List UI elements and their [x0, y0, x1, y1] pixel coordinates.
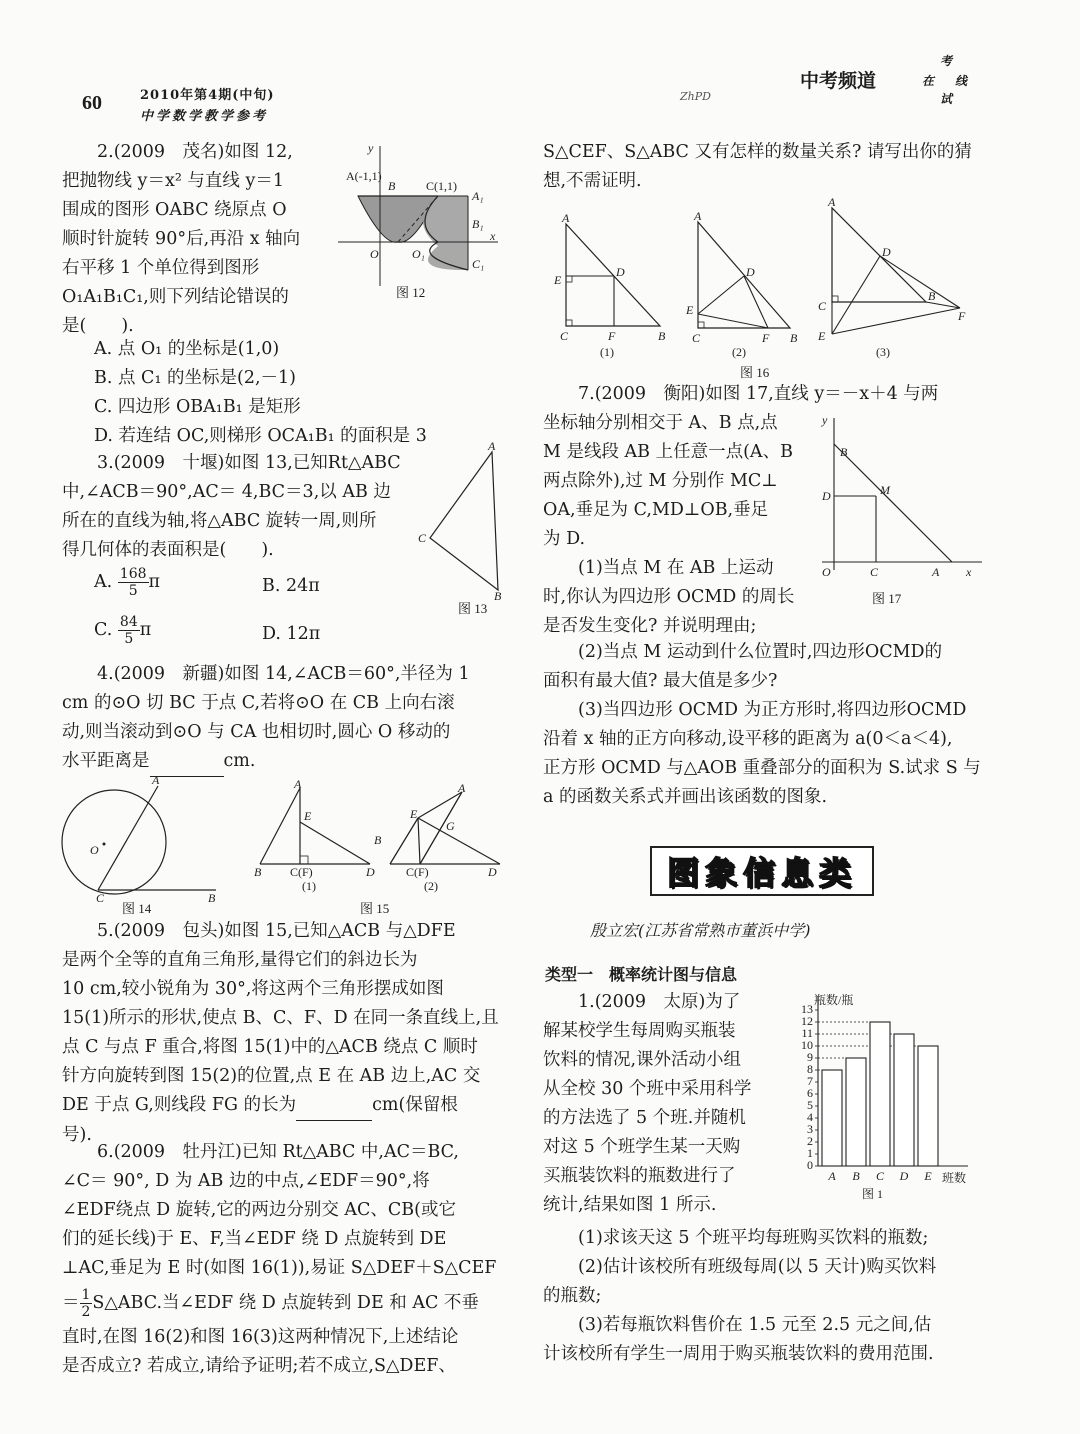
- text-line: 是两个全等的直角三角形,量得它们的斜边长为: [62, 950, 418, 970]
- label-e: E: [686, 303, 694, 317]
- text-line: 3.(2009 十堰)如图 13,已知Rt△ABC: [97, 453, 401, 473]
- text-line: 对这 5 个班学生某一天购: [543, 1137, 741, 1157]
- text-line: 为 D.: [543, 529, 586, 549]
- label-f: F: [608, 329, 616, 343]
- label-e: E: [304, 809, 312, 823]
- text-line: 1.(2009 太原)为了: [578, 992, 741, 1012]
- label-b: B: [494, 589, 502, 600]
- text-line: 5.(2009 包头)如图 15,已知△ACB 与△DFE: [97, 921, 456, 941]
- question-3: [62, 449, 422, 565]
- option-b: B. 24π: [262, 576, 320, 596]
- label-c: C: [692, 331, 701, 345]
- text-line: 针方向旋转到图 15(2)的位置,点 E 在 AB 边上,AC 交: [62, 1066, 481, 1086]
- label-c: C: [418, 531, 427, 545]
- author-line: 殷立宏(江苏省常熟市董浜中学): [590, 921, 811, 940]
- y-tick-label: 4: [807, 1110, 813, 1124]
- label-c: C: [818, 299, 827, 313]
- text-line: 计该校所有学生一周用于购买瓶装饮料的费用范围.: [543, 1344, 934, 1364]
- text-line: 围成的图形 OABC 绕原点 O: [62, 200, 287, 220]
- label-b: B: [374, 833, 382, 847]
- label-f: F: [762, 331, 770, 345]
- text-line: 15(1)所示的形状,使点 B、C、F、D 在同一条直线上,且: [62, 1008, 499, 1028]
- text-line: 饮料的情况,课外活动小组: [543, 1050, 742, 1070]
- text-line: (3)若每瓶饮料售价在 1.5 元至 2.5 元之间,估: [578, 1315, 932, 1335]
- label-d: D: [616, 265, 625, 279]
- category-label: C: [875, 1169, 885, 1183]
- label-sub2: (2): [732, 345, 746, 359]
- figure-12: [328, 136, 508, 306]
- label-e: E: [410, 807, 418, 821]
- figure-17: [812, 410, 992, 582]
- label-d: D: [746, 265, 755, 279]
- label-a: A: [828, 198, 836, 209]
- stamp-char: 试: [940, 92, 953, 106]
- text-line: 想,不需证明.: [543, 171, 642, 191]
- label-c: C: [870, 565, 879, 579]
- bar-chart: [790, 990, 990, 1200]
- label-a: A: [294, 778, 302, 791]
- category-label: B: [852, 1169, 860, 1183]
- text-line: 水平距离是 cm.: [62, 747, 512, 777]
- caption-fig14: 图 14: [122, 901, 152, 916]
- figure-16: [548, 198, 988, 378]
- text-line: 的方法选了 5 个班.并随机: [543, 1108, 746, 1128]
- label-b: B: [790, 331, 798, 345]
- text-line: 动,则当滚动到⊙O 与 CA 也相切时,圆心 O 移动的: [62, 722, 451, 742]
- label-f: F: [958, 309, 966, 323]
- label-e: E: [818, 329, 826, 343]
- option-c: C. 四边形 OBA₁B₁ 是矩形: [94, 397, 301, 417]
- label-sub3: (3): [876, 345, 890, 359]
- option-a: A. 点 O₁ 的坐标是(1,0): [94, 339, 280, 359]
- label-o: O: [90, 843, 99, 857]
- label-y: y: [822, 413, 828, 427]
- label-b: B: [208, 891, 216, 902]
- y-tick-label: 7: [807, 1074, 813, 1088]
- label-d: D: [822, 489, 831, 503]
- label-x: x: [490, 229, 496, 243]
- label-sub1: (1): [302, 879, 316, 893]
- y-tick-label: 6: [807, 1086, 813, 1100]
- text-line: 是否成立? 若成立,请给予证明;若不成立,S△DEF、: [62, 1356, 456, 1376]
- label-a: A: [932, 565, 940, 579]
- question-5: [62, 917, 512, 1150]
- section-heading: 类型一 概率统计图与信息: [545, 967, 738, 984]
- y-tick-label: 13: [801, 1002, 813, 1016]
- text-line: 们的延长线)于 E、F,当∠EDF 绕 D 点旋转到 DE: [62, 1229, 447, 1249]
- text-line: (2)估计该校所有班级每周(以 5 天计)购买饮料: [578, 1257, 937, 1277]
- text-line: (1)求该天这 5 个班平均每班购买饮料的瓶数;: [578, 1228, 929, 1248]
- label-a1: A₁: [472, 189, 484, 203]
- category-label: A: [828, 1169, 836, 1183]
- text-line: 10 cm,较小锐角为 30°,将这两个三角形摆成如图: [62, 979, 444, 999]
- label-c: C: [96, 891, 105, 902]
- bar-B: [846, 1058, 866, 1166]
- y-tick-label: 9: [807, 1050, 813, 1064]
- text-line: 号).: [62, 1125, 92, 1145]
- y-tick-label: 11: [801, 1026, 813, 1040]
- y-tick-label: 12: [801, 1014, 813, 1028]
- text-line: 右平移 1 个单位得到图形: [62, 258, 260, 278]
- text-line: 时,你认为四边形 OCMD 的周长: [543, 587, 795, 607]
- label-sub2: (2): [424, 879, 438, 893]
- label-c1: C₁: [472, 257, 485, 271]
- label-b: B: [928, 289, 936, 303]
- text-line: 直时,在图 16(2)和图 16(3)这两种情况下,上述结论: [62, 1327, 459, 1347]
- figure-13: [410, 440, 510, 600]
- problem-1-parts: [543, 1224, 993, 1369]
- y-tick-label: 2: [807, 1134, 813, 1148]
- stamp-char: 线: [955, 74, 968, 88]
- y-tick-label: 8: [807, 1062, 813, 1076]
- caption-fig12: 图 12: [396, 285, 426, 300]
- text-line: (2)当点 M 运动到什么位置时,四边形OCMD的: [578, 642, 943, 662]
- y-tick-label: 5: [807, 1098, 813, 1112]
- y-tick-label: 1: [807, 1146, 813, 1160]
- caption-fig13: 图 13: [458, 601, 488, 616]
- text-line: 4.(2009 新疆)如图 14,∠ACB＝60°,半径为 1: [97, 664, 470, 684]
- stamp-char: 在: [922, 74, 935, 88]
- chart-title: 图 1: [862, 1187, 884, 1200]
- text-line: 是否发生变化? 并说明理由;: [543, 616, 757, 636]
- text-line: cm 的⊙O 切 BC 于点 C,若将⊙O 在 CB 上向右滚: [62, 693, 455, 713]
- text-line: 6.(2009 牡丹江)已知 Rt△ABC 中,AC＝BC,: [97, 1142, 459, 1162]
- text-line: 是( ).: [62, 316, 134, 336]
- label-a: A: [694, 209, 702, 223]
- text-line: 顺时针旋转 90°后,再沿 x 轴向: [62, 229, 301, 249]
- option-d: D. 若连结 OC,则梯形 OCA₁B₁ 的面积是 3: [94, 426, 427, 446]
- label-b: B: [388, 179, 396, 193]
- question-7-parts: [543, 638, 993, 812]
- y-tick-label: 0: [807, 1158, 813, 1172]
- figure-15: [250, 778, 510, 900]
- label-o1: O₁: [412, 247, 425, 261]
- text-line: 7.(2009 衡阳)如图 17,直线 y＝－x＋4 与两: [578, 384, 939, 404]
- label-b1: B₁: [472, 217, 484, 231]
- label-a: A: [562, 211, 570, 225]
- label-d: D: [488, 865, 497, 879]
- label-m: M: [880, 483, 890, 497]
- label-b: B: [254, 865, 262, 879]
- text-line: 买瓶装饮料的瓶数进行了: [543, 1166, 736, 1186]
- y-tick-label: 10: [801, 1038, 813, 1052]
- label-g: G: [446, 819, 455, 833]
- text-line: 点 C 与点 F 重合,将图 15(1)中的△ACB 绕点 C 顺时: [62, 1037, 478, 1057]
- text-line: 面积有最大值? 最大值是多少?: [543, 671, 778, 691]
- label-d: D: [366, 865, 375, 879]
- caption-fig17: 图 17: [872, 591, 902, 606]
- page-number: 60: [82, 92, 102, 114]
- label-c: C(1,1): [426, 179, 457, 193]
- label-cf: C(F): [290, 865, 313, 879]
- text-line: 把抛物线 y＝x² 与直线 y＝1: [62, 171, 284, 191]
- text-line: 从全校 30 个班中采用科学: [543, 1079, 752, 1099]
- question-6-continued: [543, 138, 1003, 196]
- option-a: A. $\frac{168}{5}$ π: [94, 566, 161, 599]
- question-7: [543, 409, 818, 641]
- label-e: E: [554, 273, 562, 287]
- text-line: DE 于点 G,则线段 FG 的长为 cm(保留根: [62, 1091, 512, 1121]
- label-b: B: [840, 445, 848, 459]
- y-axis-label: 瓶数/瓶: [814, 993, 854, 1007]
- answer-blank: [296, 1091, 372, 1121]
- bar-A: [822, 1070, 842, 1166]
- text-line: 正方形 OCMD 与△AOB 重叠部分的面积为 S.试求 S 与: [543, 758, 981, 778]
- bar-E: [918, 1046, 938, 1166]
- label-o: O: [370, 247, 379, 261]
- text-line: ∠EDF绕点 D 旋转,它的两边分别交 AC、CB(或它: [62, 1200, 456, 1220]
- category-label: D: [899, 1169, 909, 1183]
- text-line: O₁A₁B₁C₁,则下列结论错误的: [62, 287, 289, 307]
- text-line: a 的函数关系式并画出该函数的图象.: [543, 787, 828, 807]
- problem-1: [543, 988, 793, 1220]
- question-2-options: [62, 335, 512, 451]
- text-line: ＝ $\frac{1}{2}$ S△ABC.当∠EDF 绕 D 点旋转到 DE 和 AC 不垂: [62, 1287, 479, 1320]
- text-line: 中,∠ACB＝90°,AC＝ 4,BC＝3,以 AB 边: [62, 482, 391, 502]
- question-6: [62, 1138, 512, 1381]
- text-line: 所在的直线为轴,将△ABC 旋转一周,则所: [62, 511, 377, 531]
- section-banner: 图象信息类: [650, 846, 874, 896]
- label-cf: C(F): [406, 865, 429, 879]
- text-line: ∠C＝ 90°, D 为 AB 边的中点,∠EDF＝90°,将: [62, 1171, 430, 1191]
- text-line: M 是线段 AB 上任意一点(A、B: [543, 442, 793, 462]
- caption-fig16: 图 16: [740, 365, 770, 380]
- option-b: B. 点 C₁ 的坐标是(2,－1): [94, 368, 297, 388]
- text-line: 统计,结果如图 1 所示.: [543, 1195, 717, 1215]
- text-line: 2.(2009 茂名)如图 12,: [97, 142, 293, 162]
- question-7-intro: [543, 380, 993, 409]
- channel-title: 中考频道: [800, 71, 877, 92]
- label-a: A(-1,1): [346, 169, 382, 183]
- label-x: x: [966, 565, 972, 579]
- text-line: 的瓶数;: [543, 1286, 602, 1306]
- text-line: 坐标轴分别相交于 A、B 点,点: [543, 413, 778, 433]
- question-4: [62, 660, 512, 777]
- text-line: 沿着 x 轴的正方向移动,设平移的距离为 a(0＜a＜4),: [543, 729, 953, 749]
- text-line: 两点除外),过 M 分别作 MC⊥: [543, 471, 778, 491]
- text-line: (3)当四边形 OCMD 为正方形时,将四边形OCMD: [578, 700, 967, 720]
- issue-label: 2010年第4期(中旬): [140, 88, 275, 103]
- label-sub1: (1): [600, 345, 614, 359]
- label-d: D: [882, 245, 891, 259]
- text-line: OA,垂足为 C,MD⊥OB,垂足: [543, 500, 769, 520]
- stamp-char: 考: [940, 54, 953, 68]
- label-o: O: [822, 565, 831, 579]
- figure-14: [56, 772, 226, 902]
- bar-D: [894, 1034, 914, 1166]
- text-line: ⊥AC,垂足为 E 时(如图 16(1)),易证 S△DEF＋S△CEF: [62, 1258, 497, 1278]
- option-d: D. 12π: [262, 624, 321, 644]
- caption-fig15: 图 15: [360, 901, 390, 916]
- bar-C: [870, 1022, 890, 1166]
- label-b: B: [658, 329, 666, 343]
- x-axis-label: 班数: [942, 1171, 967, 1185]
- text-line: (1)当点 M 在 AB 上运动: [578, 558, 774, 578]
- option-c: C. $\frac{84}{5}$ π: [94, 614, 152, 647]
- label-a: A: [152, 773, 160, 787]
- label-a: A: [458, 781, 466, 795]
- middle-mark: ZhPD: [680, 90, 711, 103]
- text-line: 解某校学生每周购买瓶装: [543, 1021, 736, 1041]
- y-tick-label: 3: [807, 1122, 813, 1136]
- label-c: C: [560, 329, 569, 343]
- label-a: A: [488, 440, 496, 453]
- label-y: y: [368, 141, 374, 155]
- journal-name: 中学数学教学参考: [140, 109, 269, 124]
- text-line: 得几何体的表面积是( ).: [62, 540, 274, 560]
- category-label: E: [924, 1169, 932, 1183]
- text-line: S△CEF、S△ABC 又有怎样的数量关系? 请写出你的猜: [543, 142, 972, 162]
- question-2: [62, 138, 332, 341]
